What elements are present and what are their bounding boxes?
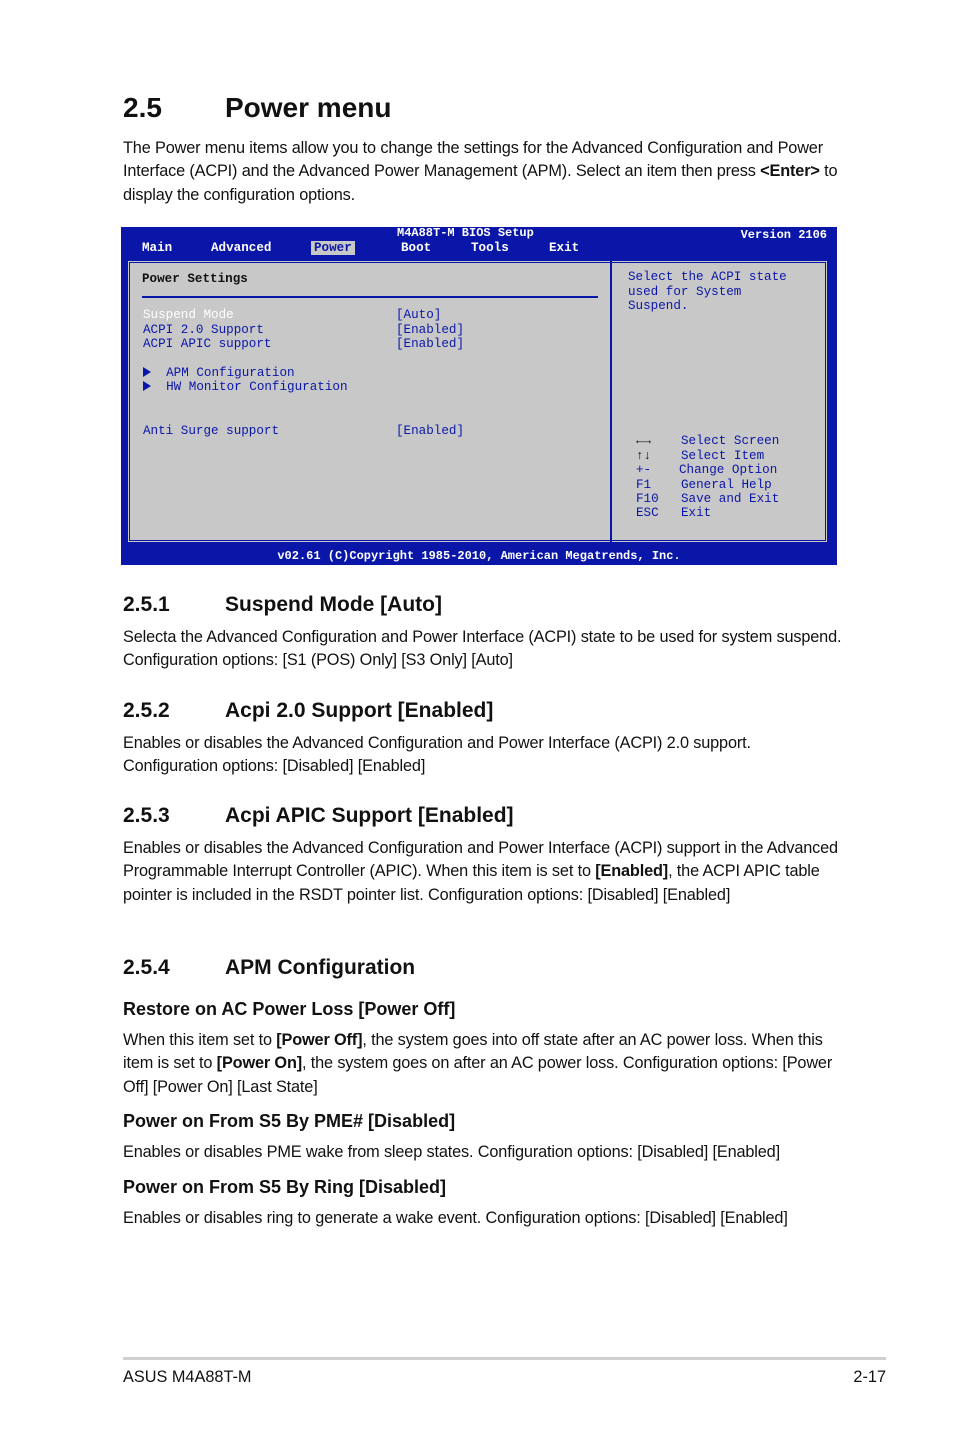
bios-key-desc: Exit xyxy=(681,506,712,520)
intro-text-1: The Power menu items allow you to change the settings for the Advanced Configuration and Power Interface (ACPI) and the Advanced Power Management (APM). Select an item then press xyxy=(123,139,823,181)
restore-text-d: , the system goes on after an AC power loss. Configuration options: [Power Off] [Power On] [Last State] xyxy=(123,1054,833,1096)
bios-copyright: v02.61 (C)Copyright 1985-2010, American Megatrends, Inc. xyxy=(277,549,681,563)
s252-body: Enables or disables the Advanced Configuration and Power Interface (ACPI) 2.0 support. Configuration options: [Disabled] [Enabled] xyxy=(123,734,751,776)
bios-menu-advanced[interactable]: Advanced xyxy=(211,241,272,255)
bios-title-rule xyxy=(142,296,598,298)
bios-menu-boot[interactable]: Boot xyxy=(401,241,432,255)
restore-bold-2: [Power On] xyxy=(216,1054,303,1073)
bios-value-acpi-20[interactable]: [Enabled] xyxy=(396,323,465,337)
bios-panel-title: Power Settings xyxy=(142,272,248,286)
bios-item-acpi-apic[interactable]: ACPI APIC support xyxy=(143,337,272,351)
intro-paragraph xyxy=(123,137,843,207)
bios-submenu-apm[interactable] xyxy=(143,366,295,380)
bios-submenu-apm-label: APM Configuration xyxy=(166,366,295,380)
section-heading xyxy=(123,88,391,128)
subsection-heading-254 xyxy=(123,954,415,982)
subsection-number: 2.5.1 xyxy=(123,593,170,616)
s251-body: Selecta the Advanced Configuration and Power Interface (ACPI) state to be used for system suspend. Configuration options: [S1 (POS) Only] [S3 Only] [Auto] xyxy=(123,628,842,670)
submenu-arrow-icon xyxy=(143,381,151,391)
bios-panel-divider xyxy=(610,261,612,542)
bios-menu-main[interactable]: Main xyxy=(142,241,173,255)
up-down-arrows-icon: ↑↓ xyxy=(636,449,652,463)
bios-help-line-1: Select the ACPI state xyxy=(628,270,787,284)
subsection-heading-252 xyxy=(123,697,493,725)
bios-value-suspend-mode[interactable]: [Auto] xyxy=(396,308,442,322)
bios-submenu-hw-monitor-label: HW Monitor Configuration xyxy=(166,380,348,394)
pme-heading: Power on From S5 By PME# [Disabled] xyxy=(123,1111,456,1131)
bios-menu-bar xyxy=(121,227,837,257)
s253-text-1: Enables or disables the Advanced Configuration and Power Interface (ACPI) support in the Advanced Programmable Interrupt Controller (APIC). When this item is set to xyxy=(123,839,838,881)
section-title: Power menu xyxy=(225,92,392,123)
s253-text-2: , the ACPI APIC table pointer is included in the RSDT pointer list. Configuration options: [Disabled] [Enabled] xyxy=(123,862,820,904)
bios-key-desc: Select Item xyxy=(681,449,765,463)
bios-menu-exit[interactable]: Exit xyxy=(549,241,580,255)
restore-text-c: , the system goes into off state after an AC power loss. When this item is set to xyxy=(123,1031,823,1073)
bios-item-acpi-20[interactable]: ACPI 2.0 Support xyxy=(143,323,264,337)
bios-value-anti-surge[interactable]: [Enabled] xyxy=(396,424,465,438)
subsection-title: Acpi 2.0 Support [Enabled] xyxy=(225,699,494,722)
ring-body: Enables or disables ring to generate a wake event. Configuration options: [Disabled] [Enabled] xyxy=(123,1209,788,1227)
footer-rule xyxy=(123,1357,886,1360)
footer-product: ASUS M4A88T-M xyxy=(123,1368,252,1386)
bios-help-line-2: used for System xyxy=(628,285,742,299)
subsection-number: 2.5.2 xyxy=(123,699,170,722)
bios-screenshot xyxy=(121,227,837,565)
bios-key: ESC xyxy=(636,506,659,520)
bios-submenu-hw-monitor[interactable] xyxy=(143,380,348,394)
bios-main-panel xyxy=(126,259,829,544)
subsection-title: Suspend Mode [Auto] xyxy=(225,593,442,616)
bios-item-anti-surge[interactable]: Anti Surge support xyxy=(143,424,280,438)
bios-key: F1 xyxy=(636,478,652,492)
subsection-heading-251 xyxy=(123,591,442,619)
bios-key-desc: Save and Exit xyxy=(681,492,780,506)
intro-text-2: to display the configuration options. xyxy=(123,162,838,204)
bios-menu-power[interactable]: Power xyxy=(311,241,355,255)
restore-bold-1: [Power Off] xyxy=(276,1031,363,1049)
bios-key: +- xyxy=(636,463,652,477)
section-number: 2.5 xyxy=(123,92,162,123)
bios-key-desc: General Help xyxy=(681,478,772,492)
bios-value-acpi-apic[interactable]: [Enabled] xyxy=(396,337,465,351)
ring-heading: Power on From S5 By Ring [Disabled] xyxy=(123,1177,447,1197)
restore-ac-heading: Restore on AC Power Loss [Power Off] xyxy=(123,999,456,1019)
subsection-number: 2.5.4 xyxy=(123,956,170,979)
restore-text-a: When this item set to xyxy=(123,1031,277,1049)
subsection-title: Acpi APIC Support [Enabled] xyxy=(225,804,514,827)
bios-title: M4A88T-M BIOS Setup xyxy=(397,226,534,240)
s253-bold: [Enabled] xyxy=(595,862,669,881)
bios-help-line-3: Suspend. xyxy=(628,299,689,313)
pme-body: Enables or disables PME wake from sleep states. Configuration options: [Disabled] [Enabled] xyxy=(123,1143,780,1161)
s253-body xyxy=(123,837,843,907)
bios-key-desc: Change Option xyxy=(679,463,778,477)
intro-enter-key: <Enter> xyxy=(760,162,820,181)
bios-key-desc: Select Screen xyxy=(681,434,780,448)
restore-ac-body xyxy=(123,1029,843,1099)
subsection-number: 2.5.3 xyxy=(123,804,170,827)
left-right-arrows-icon: ←→ xyxy=(636,434,652,448)
bios-version: Version 2106 xyxy=(740,228,827,242)
bios-key: F10 xyxy=(636,492,659,506)
bios-menu-tools[interactable]: Tools xyxy=(471,241,509,255)
submenu-arrow-icon xyxy=(143,367,151,377)
subsection-title: APM Configuration xyxy=(225,956,416,979)
footer-page-number: 2-17 xyxy=(853,1368,886,1386)
bios-item-suspend-mode[interactable]: Suspend Mode xyxy=(143,308,234,322)
subsection-heading-253 xyxy=(123,802,514,830)
